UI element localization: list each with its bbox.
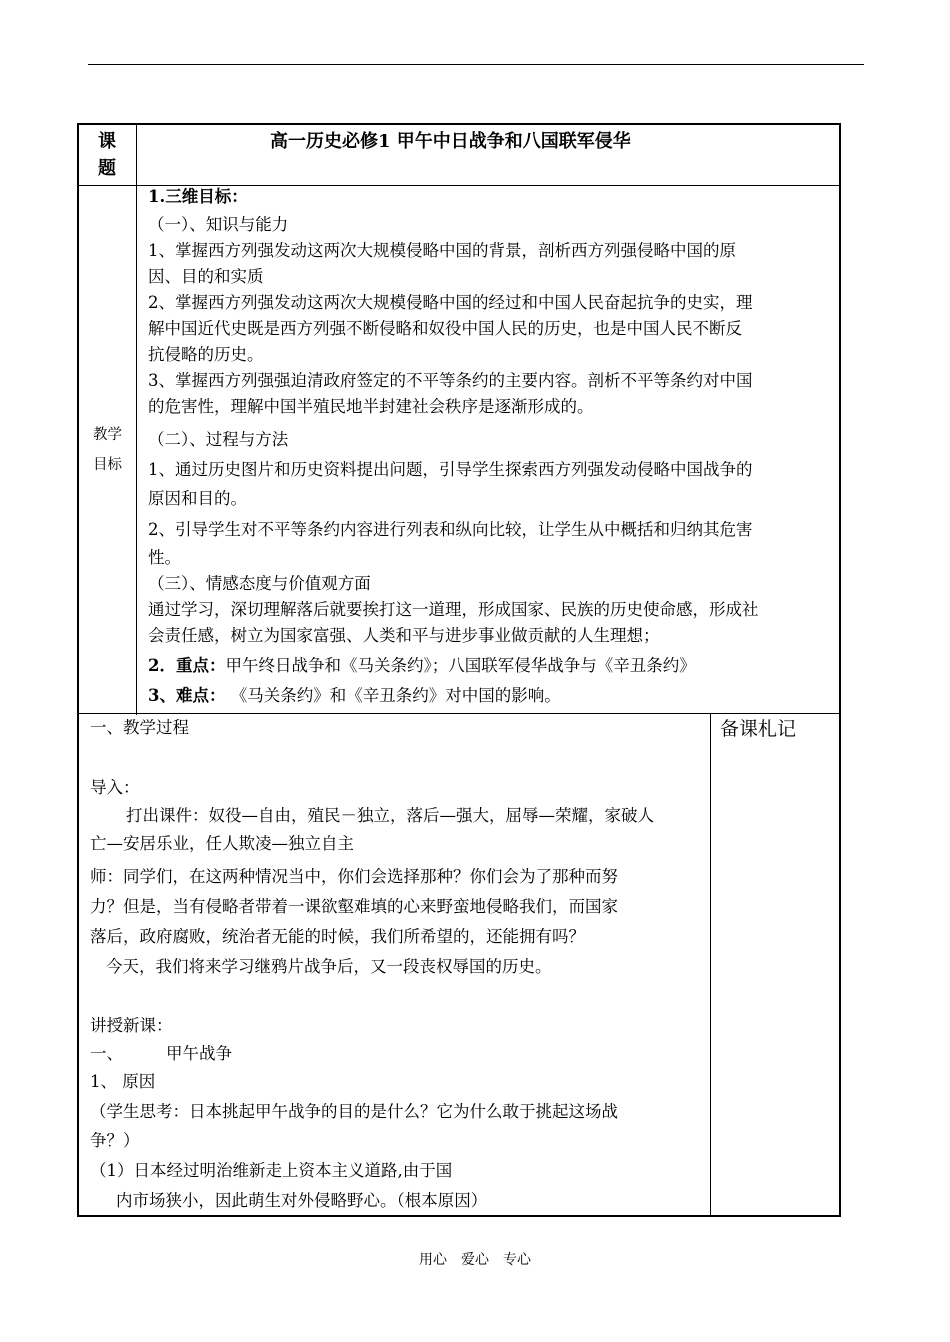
process-line: 落后，政府腐败，统治者无能的时候，我们所希望的，还能拥有吗？ xyxy=(90,927,585,946)
row-divider-goals xyxy=(79,713,839,714)
chapter-number: 一、 xyxy=(90,1044,123,1063)
col-divider-left xyxy=(136,125,137,715)
lesson-plan-table xyxy=(77,123,841,1217)
process-line: 内市场狭小，因此萌生对外侵略野心。（根本原因） xyxy=(116,1191,488,1210)
goals-line: 抗侵略的历史。 xyxy=(148,345,264,364)
key-points-label: 2．重点： xyxy=(148,656,226,675)
chapter-title: 甲午战争 xyxy=(166,1044,232,1063)
goals-line: 的危害性，理解中国半殖民地半封建社会秩序是逐渐形成的。 xyxy=(148,397,594,416)
goals-line: 通过学习，深切理解落后就要挨打这一道理，形成国家、民族的历史使命感，形成社 xyxy=(148,600,759,619)
new-lesson-label: 讲授新课： xyxy=(90,1016,173,1035)
notes-label: 备课札记 xyxy=(720,718,797,740)
process-line: 力？但是，当有侵略者带着一课欲壑难填的心来野蛮地侵略我们，而国家 xyxy=(90,897,618,916)
goals-label-1: 教学 xyxy=(93,427,122,443)
goals-line: 解中国近代史既是西方列强不断侵略和奴役中国人民的历史，也是中国人民不断反 xyxy=(148,319,742,338)
goals-section-1: （一）、知识与能力 xyxy=(148,215,289,234)
goals-line: 性。 xyxy=(148,548,181,567)
intro-label: 导入： xyxy=(90,778,140,797)
goals-line: 2、掌握西方列强发动这两次大规模侵略中国的经过和中国人民奋起抗争的史实，理 xyxy=(148,293,753,312)
goals-heading: 1.三维目标： xyxy=(148,187,248,206)
process-line: 打出课件：奴役—自由，殖民－独立，落后—强大，屈辱—荣耀，家破人 xyxy=(126,806,654,825)
key-points-text: 甲午终日战争和《马关条约》；八国联军侵华战争与《辛丑条约》 xyxy=(225,656,696,675)
process-line: 争？） xyxy=(90,1131,140,1150)
goals-section-3: （三）、情感态度与价值观方面 xyxy=(148,574,371,593)
section-heading: 1、 原因 xyxy=(90,1072,156,1091)
header-label-ti: 题 xyxy=(98,158,116,179)
goals-line: 会责任感，树立为国家富强、人类和平与进步事业做贡献的人生理想； xyxy=(148,626,660,645)
col-divider-notes xyxy=(710,713,711,1215)
process-line: 今天，我们将来学习继鸦片战争后，又一段丧权辱国的历史。 xyxy=(106,957,552,976)
process-title: 一、教学过程 xyxy=(90,718,189,737)
process-line: 师：同学们，在这两种情况当中，你们会选择那种？你们会为了那种而努 xyxy=(90,867,618,886)
goals-section-2: （二）、过程与方法 xyxy=(148,430,289,449)
difficult-points xyxy=(148,686,561,706)
difficult-points-text: 《马关条约》和《辛丑条约》对中国的影响。 xyxy=(225,686,561,705)
row-divider-title xyxy=(79,185,839,186)
key-points xyxy=(148,656,696,676)
goals-line: 1、掌握西方列强发动这两次大规模侵略中国的背景，剖析西方列强侵略中国的原 xyxy=(148,241,736,260)
goals-line: 1、通过历史图片和历史资料提出问题，引导学生探索西方列强发动侵略中国战争的 xyxy=(148,460,753,479)
goals-line: 因、目的和实质 xyxy=(148,267,264,286)
goals-label-2: 目标 xyxy=(93,457,122,473)
header-rule xyxy=(88,64,864,65)
goals-line: 2、引导学生对不平等条约内容进行列表和纵向比较，让学生从中概括和归纳其危害 xyxy=(148,520,753,539)
difficult-points-label: 3、难点： xyxy=(148,686,226,705)
goals-line: 3、掌握西方列强强迫清政府签定的不平等条约的主要内容。剖析不平等条约对中国 xyxy=(148,371,753,390)
process-line: （1）日本经过明治维新走上资本主义道路,由于国 xyxy=(90,1161,453,1180)
process-line: （学生思考：日本挑起甲午战争的目的是什么？它为什么敢于挑起这场战 xyxy=(90,1102,618,1121)
header-label-ke: 课 xyxy=(98,131,116,152)
process-line: 亡—安居乐业，任人欺凌—独立自主 xyxy=(90,834,354,853)
lesson-title: 高一历史必修1 甲午中日战争和八国联军侵华 xyxy=(270,131,631,152)
page-footer: 用心 爱心 专心 xyxy=(419,1252,531,1268)
goals-line: 原因和目的。 xyxy=(148,489,247,508)
